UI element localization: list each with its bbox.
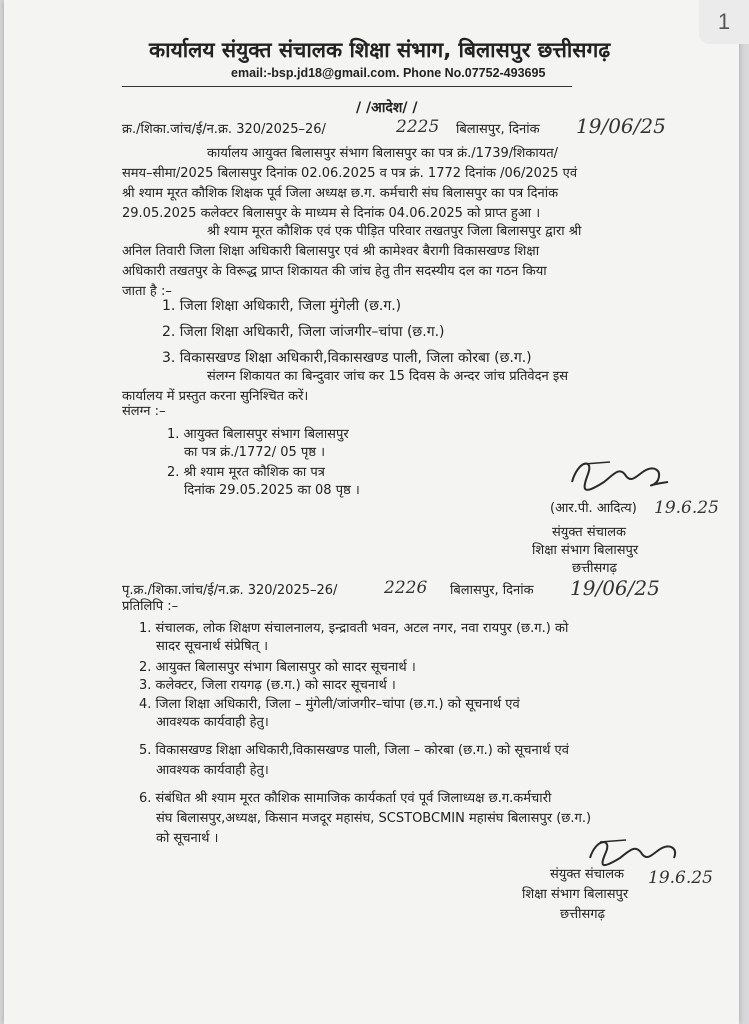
ref2-number: 2226: [384, 578, 428, 598]
copy-item: 4. जिला शिक्षा अधिकारी, जिला – मुंगेली/जांजगीर–चांपा (छ.ग.) को सूचनार्थ एवं: [139, 697, 520, 712]
copy-item: 2. आयुक्त बिलासपुर संभाग बिलासपुर को सादर सूचनार्थ ।: [139, 660, 416, 675]
para3-line: कार्यालय में प्रस्तुत करना सुनिश्चित करें।: [122, 389, 309, 404]
ref1-number: 2225: [396, 117, 440, 137]
para3-line: संलग्न शिकायत का बिन्दुवार जांच कर 15 दिवस के अन्दर जांच प्रतिवेदन इस: [207, 369, 569, 384]
signatory-name: (आर.पी. आदित्य): [550, 501, 637, 516]
enclosure-line: 2. श्री श्याम मूरत कौशिक का पत्र: [167, 465, 325, 480]
team-member: 1. जिला शिक्षा अधिकारी, जिला मुंगेली (छ.ग.): [162, 298, 402, 314]
copy-item-cont: आवश्यक कार्यवाही हेतु।: [156, 715, 269, 730]
designation-line: शिक्षा संभाग बिलासपुर: [532, 543, 639, 558]
ref1-place-date: बिलासपुर, दिनांक: [456, 122, 540, 137]
designation-line: छत्तीसगढ़: [560, 907, 605, 922]
page-number-badge: 1: [699, 0, 749, 44]
para2-line: अनिल तिवारी जिला शिक्षा अधिकारी बिलासपुर एवं श्री कामेश्वर बैरागी विकासखण्ड शिक्षा: [122, 244, 540, 259]
enclosure-label: संलग्न :–: [122, 404, 166, 419]
contact-line: email:-bsp.jd18@gmail.com. Phone No.07752-493695: [231, 66, 546, 80]
office-title: कार्यालय संयुक्त संचालक शिक्षा संभाग, बिलासपुर छत्तीसगढ़: [149, 38, 611, 62]
copy-item-cont: आवश्यक कार्यवाही हेतु।: [156, 763, 269, 778]
copy-item-cont: को सूचनार्थ ।: [156, 831, 219, 846]
copy-item: 3. कलेक्टर, जिला रायगढ़ (छ.ग.) को सादर सूचनार्थ ।: [139, 678, 396, 693]
designation-line: शिक्षा संभाग बिलासपुर: [522, 887, 629, 902]
designation-line: संयुक्त संचालक: [552, 525, 627, 540]
ref2-prefix: पृ.क्र./शिका.जांच/ई/न.क्र. 320/2025–26/: [122, 583, 338, 598]
para2-line: श्री श्याम मूरत कौशिक एवं एक पीड़ित परिवार तखतपुर जिला बिलासपुर द्वारा श्री: [207, 224, 582, 239]
para2-line: अधिकारी तखतपुर के विरूद्ध प्राप्त शिकायत की जांच हेतु तीन सदस्यीय दल का गठन किया: [122, 264, 547, 279]
letter-page: [4, 0, 739, 1024]
enclosure-line: 1. आयुक्त बिलासपुर संभाग बिलासपुर: [167, 427, 349, 442]
designation-line: छत्तीसगढ़: [572, 561, 617, 576]
signature-2-date: 19.6.25: [648, 868, 713, 888]
header-divider: [122, 86, 572, 87]
order-title: / /आदेश/ /: [356, 100, 418, 116]
copy-item-cont: संघ बिलासपुर,अध्यक्ष, किसान मजदूर महासंघ, SCSTOBCMIN महासंघ बिलासपुर (छ.ग.): [156, 811, 592, 826]
enclosure-line: का पत्र क्रं./1772/ 05 पृष्ठ ।: [184, 445, 326, 460]
copy-item-cont: सादर सूचनार्थ संप्रेषित् ।: [156, 639, 269, 654]
signature-1-date: 19.6.25: [654, 498, 719, 518]
designation-line: संयुक्त संचालक: [550, 867, 625, 882]
ref1-prefix: क्र./शिका.जांच/ई/न.क्र. 320/2025–26/: [122, 122, 326, 137]
signature-1: [564, 452, 674, 502]
copy-item: 6. संबंधित श्री श्याम मूरत कौशिक सामाजिक कार्यकर्ता एवं पूर्व जिलाध्यक्ष छ.ग.कर्मचारी: [139, 791, 552, 806]
para1-line: 29.05.2025 कलेक्टर बिलासपुर के माध्यम से दिनांक 04.06.2025 को प्राप्त हुआ ।: [122, 206, 541, 221]
ref1-date: 19/06/25: [576, 114, 666, 138]
para2-line: जाता है :–: [122, 284, 172, 299]
ref2-place-date: बिलासपुर, दिनांक: [450, 583, 534, 598]
team-member: 3. विकासखण्ड शिक्षा अधिकारी,विकासखण्ड पाली, जिला कोरबा (छ.ग.): [162, 350, 532, 366]
para1-line: श्री श्याम मूरत कौशिक शिक्षक पूर्व जिला अध्यक्ष छ.ग. कर्मचारी संघ बिलासपुर का पत्र दिनांक: [122, 186, 559, 201]
enclosure-line: दिनांक 29.05.2025 का 08 पृष्ठ ।: [184, 483, 360, 498]
copy-label: प्रतिलिपि :–: [122, 599, 179, 614]
para1-line: समय–सीमा/2025 बिलासपुर दिनांक 02.06.2025 व पत्र क्रं. 1772 दिनांक /06/2025 एवं: [122, 166, 578, 181]
copy-item: 5. विकासखण्ड शिक्षा अधिकारी,विकासखण्ड पाली, जिला – कोरबा (छ.ग.) को सूचनार्थ एवं: [139, 743, 569, 758]
para1-line: कार्यालय आयुक्त बिलासपुर संभाग बिलासपुर का पत्र क्रं./1739/शिकायत/: [207, 146, 559, 161]
copy-item: 1. संचालक, लोक शिक्षण संचालनालय, इन्द्रावती भवन, अटल नगर, नवा रायपुर (छ.ग.) को: [139, 621, 569, 636]
team-member: 2. जिला शिक्षा अधिकारी, जिला जांजगीर–चांपा (छ.ग.): [162, 324, 445, 340]
ref2-date: 19/06/25: [570, 576, 660, 600]
